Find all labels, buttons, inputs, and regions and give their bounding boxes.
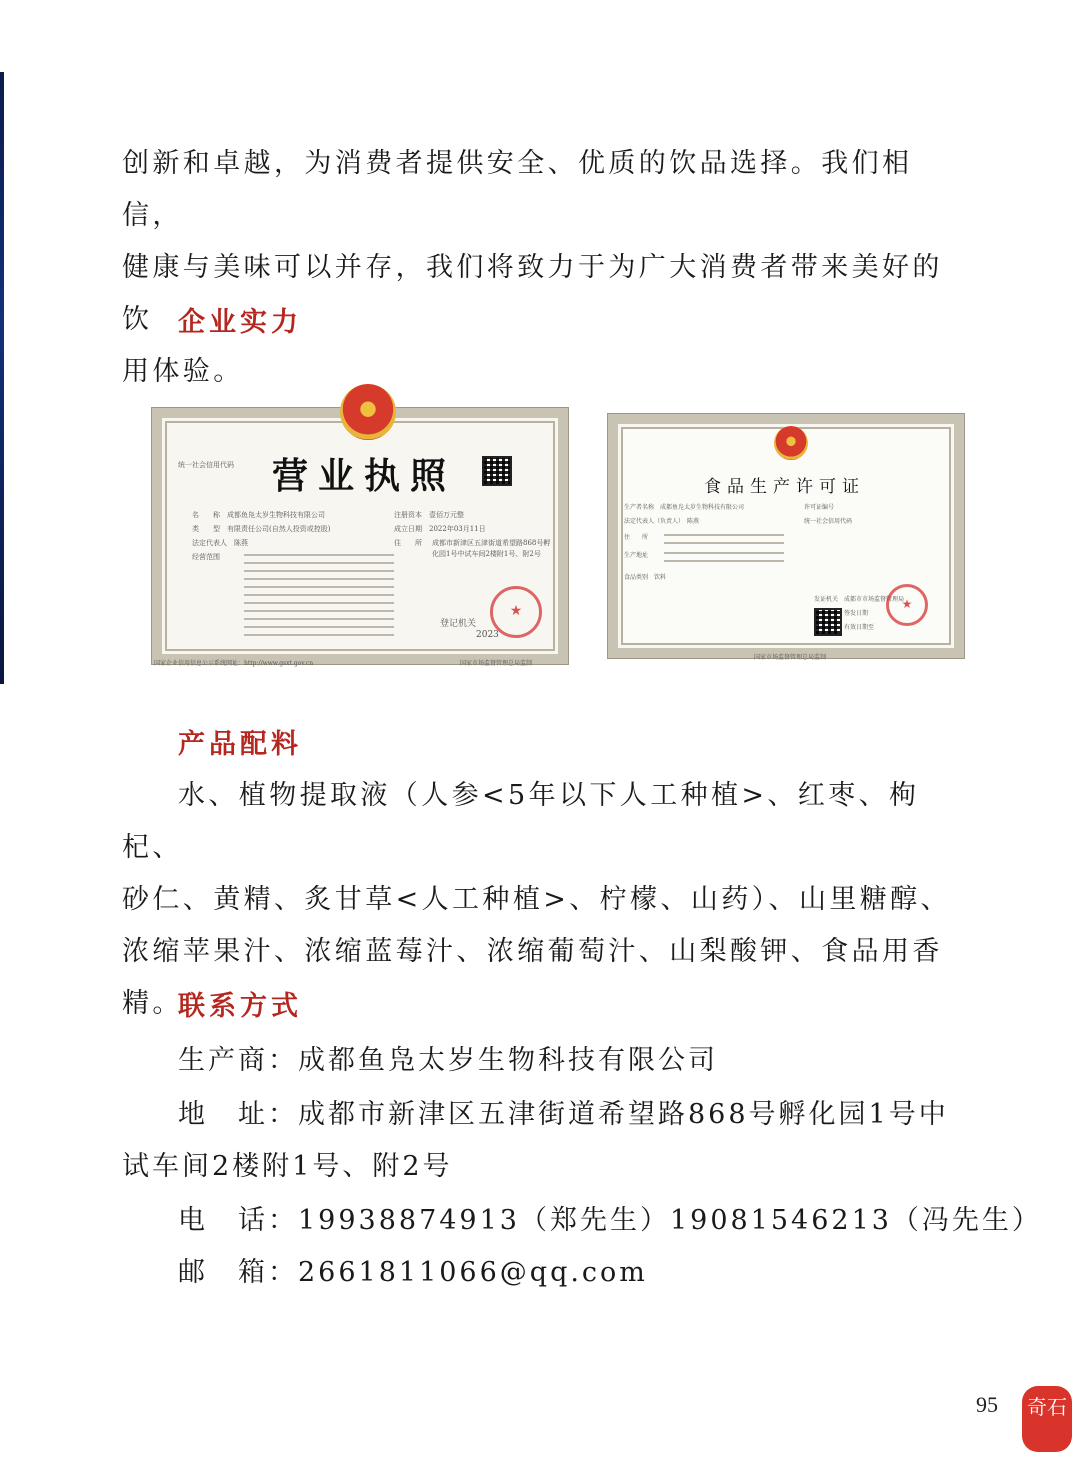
contact-address-line-2: 试车间2楼附1号、附2号 [122, 1151, 453, 1182]
site-lines [664, 552, 784, 568]
site-logo-icon [1018, 1378, 1076, 1458]
name-label: 名 称 [192, 511, 220, 519]
legal-rep: 陈燕 [234, 539, 248, 547]
contact-phone: 电 话：19938874913（郑先生）19081546213（冯先生） [178, 1205, 1042, 1236]
license-footer-left: 国家企业信用信息公示系统网址：http://www.gsxt.gov.cn [154, 660, 314, 667]
issuer-name: 成都市市场监督管理局 [844, 596, 905, 603]
food-license-footer: 国家市场监督管理总局监制 [754, 654, 827, 661]
intro-line-3: 用体验。 [122, 356, 244, 387]
food-license-title: 食品生产许可证 [704, 477, 865, 497]
residence-label: 住 所 [624, 534, 649, 541]
national-emblem-icon [774, 426, 808, 460]
contact-address-line-1: 地 址：成都市新津区五津街道希望路868号孵化园1号中 [178, 1099, 949, 1130]
issuer-label: 发证机关 [814, 596, 839, 603]
scope-label: 经营范围 [192, 553, 220, 561]
license-year: 2023 [476, 630, 499, 640]
food-category: 饮料 [654, 574, 667, 581]
credit-code-label: 统一社会信用代码 [178, 461, 234, 469]
page-number: 95 [976, 1392, 998, 1417]
food-credit-label: 统一社会信用代码 [804, 518, 853, 525]
license-footer-right: 国家市场监督管理总局监制 [460, 660, 533, 667]
contact-heading: 联系方式 [178, 991, 302, 1022]
contact-producer: 生产商：成都鱼凫太岁生物科技有限公司 [178, 1045, 718, 1076]
issue-date-label: 签发日期 [844, 610, 869, 617]
registered-capital: 壹佰万元整 [429, 511, 464, 519]
ingredients-line-2: 砂仁、黄精、炙甘草<人工种植>、柠檬、山药）、山里糖醇、 [122, 884, 951, 915]
business-license-image [152, 408, 568, 667]
residence-lines [664, 534, 784, 550]
rep-label: 法定代表人 [192, 539, 227, 547]
authority-label: 登记机关 [440, 619, 477, 629]
qr-code-icon [482, 456, 512, 486]
intro-line-1: 创新和卓越，为消费者提供安全、优质的饮品选择。我们相信， [122, 148, 913, 231]
type-label: 类 型 [192, 525, 220, 533]
left-edge-decoration [0, 72, 4, 684]
official-seal-icon: ★ [886, 584, 928, 626]
contact-email: 邮 箱：2661811066@qq.com [178, 1257, 648, 1288]
producer-label: 生产者名称 [624, 504, 655, 511]
address-label: 住 所 [394, 539, 422, 547]
valid-date-label: 有效日期至 [844, 624, 875, 631]
scope-text-lines [244, 554, 394, 642]
date-label: 成立日期 [394, 525, 422, 533]
ingredients-heading: 产品配料 [178, 729, 302, 760]
food-legal-rep: 陈燕 [687, 518, 700, 525]
category-label: 食品类别 [624, 574, 649, 581]
logo-text: 奇石 [1027, 1395, 1067, 1419]
company-type: 有限责任公司(自然人投资或控股) [227, 525, 331, 533]
ingredients-line-3: 浓缩苹果汁、浓缩蓝莓汁、浓缩葡萄汁、山梨酸钾、食品用香精。 [122, 936, 943, 1019]
license-title: 营业执照 [272, 455, 457, 497]
permit-label: 许可证编号 [804, 504, 835, 511]
qr-code-icon [814, 608, 842, 636]
founding-date: 2022年03月11日 [429, 525, 486, 533]
license-address: 成都市新津区五津街道希望路868号孵化园1号中试车间2楼附1号、附2号 [432, 539, 551, 558]
capital-label: 注册资本 [394, 511, 422, 519]
company-name: 成都鱼凫太岁生物科技有限公司 [227, 511, 325, 519]
producer-name: 成都鱼凫太岁生物科技有限公司 [660, 504, 745, 511]
national-emblem-icon [340, 384, 396, 440]
site-label: 生产地址 [624, 552, 649, 559]
ingredients-line-1: 水、植物提取液（人参<5年以下人工种植>、红枣、枸杞、 [122, 780, 920, 863]
official-seal-icon: ★ [490, 586, 542, 638]
intro-line-2: 健康与美味可以并存，我们将致力于为广大消费者带来美好的饮 [122, 252, 943, 335]
food-production-license-image [608, 414, 964, 661]
strength-heading: 企业实力 [178, 307, 302, 338]
food-rep-label: 法定代表人（负责人） [624, 518, 682, 525]
intro-paragraph [122, 138, 952, 398]
